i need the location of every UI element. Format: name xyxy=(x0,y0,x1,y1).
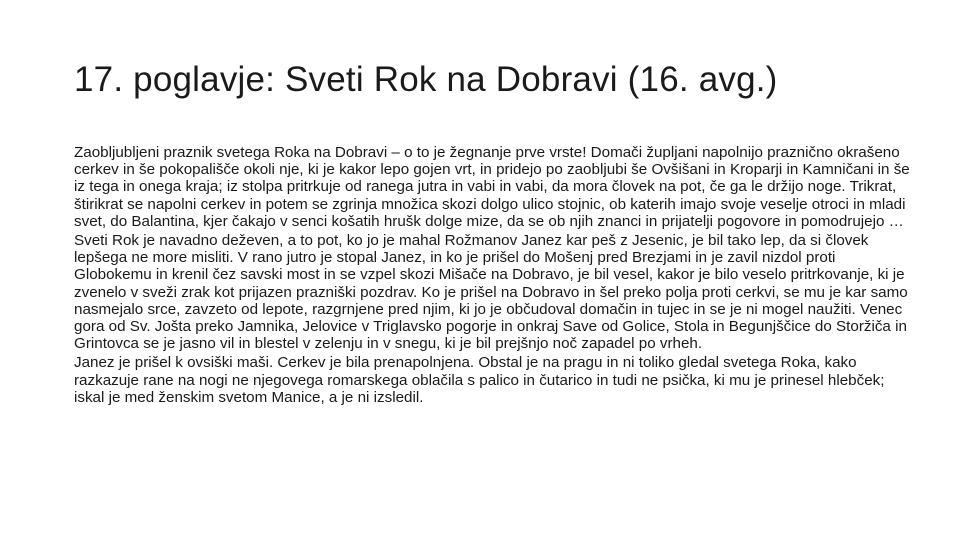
paragraph: Janez je prišel k ovsiški maši. Cerkev je bila prenapolnjena. Obstal je na pragu in ni toliko gledal svetega Roka, kako razkazuje rane na nogi ne njegovega romarskega oblačila s palico in čutarico in tudi ne psička, ki mu je prinesel hlebček; iskal je med ženskim svetom Manice, a je ni izsledil. xyxy=(74,354,885,406)
slide-body xyxy=(74,144,916,408)
slide-title: 17. poglavje: Sveti Rok na Dobravi (16. avg.) xyxy=(74,60,778,99)
paragraph: Sveti Rok je navadno deževen, a to pot, ko jo je mahal Rožmanov Janez kar peš z Jesenic, je bil tako lep, da si človek lepšega ne more misliti. V rano jutro je stopal Janez, in ko je prišel do Mošenj pred Brezjami in je zavil nizdol proti Globokemu in krenil čez savski most in se vzpel skozi Mišače na Dobravo, je bil vesel, kakor je bilo veselo pritrkovanje, ki je zvenelo v sveži zrak kot prijazen prazniški pozdrav. Ko je prišel na Dobravo in šel preko polja proti cerkvi, se mu je kar samo nasmejalo srce, zavzeto od lepote, razgrnjene pred njim, ki jo je občudoval domačin in tujec in se je ni mogel nаužiti. Venec gora od Sv. Jošta preko Jamnika, Jelovice v Triglavsko pogorje in onkraj Save od Golice, Stola in Begunjščice do Storžiča in Grintovca se je jasno vil in blestel v zelenju in v snegu, ki je bil prejšnjo noč zapadel po vrheh. xyxy=(74,232,908,353)
paragraph: Zaobljubljeni praznik svetega Roka na Dobravi – o to je žegnanje prve vrste! Domači župljani napolnijo praznično okrašeno cerkev in še pokopališče okoli nje, ki je kakor lepo gojen vrt, in pridejo po zaobljubi še Ovšišani in Kroparji in Kamničani in še iz tega in onega kraja; iz stolpa pritrkuje od ranega jutra in vabi in vabi, da mora človek na pot, če ga le držijo noge. Trikrat, štirikrat se napolni cerkev in potem se zgrinja množica skozi dolgo ulico stojnic, ob katerih imajo svoje veselje otroci in mladi svet, do Balantina, kjer čakajo v senci košatih hrušk dolge mize, da se ob njih znanci in prijatelji pogovore in pomodrujejo … xyxy=(74,144,910,230)
